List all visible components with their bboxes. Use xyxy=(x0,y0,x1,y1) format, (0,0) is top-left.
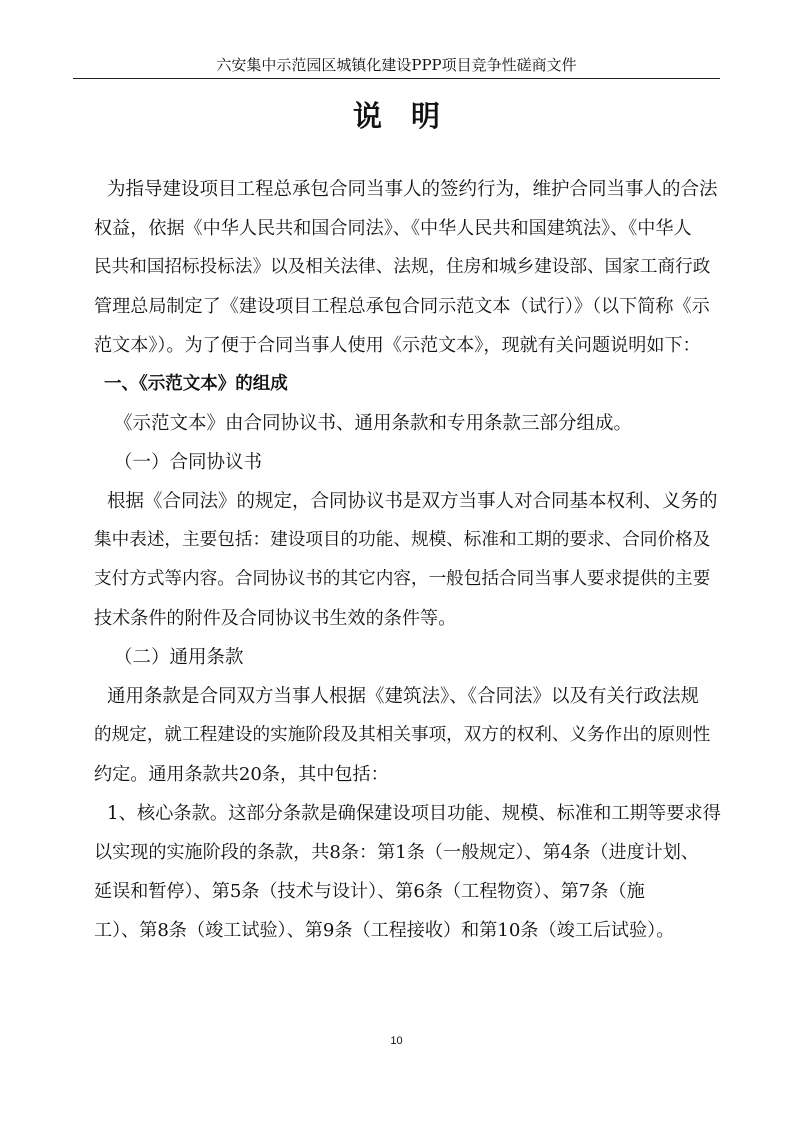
paragraph-line: 的规定，就工程建设的实施阶段及其相关事项，双方的权利、义务作出的原则性 xyxy=(94,725,711,745)
paragraph-line: 延误和暂停）、第5条（技术与设计）、第6条（工程物资）、第7条（施 xyxy=(94,881,645,902)
page-title: 说明 xyxy=(352,99,469,133)
paragraph-line: 1、核心条款。这部分条款是确保建设项目功能、规模、标准和工期等要求得 xyxy=(107,803,721,824)
paragraph-line: 技术条件的附件及合同协议书生效的条件等。 xyxy=(94,608,457,629)
page-number: 10 xyxy=(390,1035,403,1047)
paragraph-line: 工）、第8条（竣工试验）、第9条（工程接收）和第10条（竣工后试验）。 xyxy=(94,920,675,941)
subsection-heading: （一）合同协议书 xyxy=(114,452,263,473)
paragraph-line: 为指导建设项目工程总承包合同当事人的签约行为，维护合同当事人的合法 xyxy=(107,179,718,200)
paragraph-line: 通用条款是合同双方当事人根据《建筑法》、《合同法》以及有关行政法规 xyxy=(107,686,700,707)
header-divider xyxy=(73,78,720,79)
document-body xyxy=(94,170,724,950)
paragraph-line: 支付方式等内容。合同协议书的其它内容，一般包括合同当事人要求提供的主要 xyxy=(94,569,711,589)
paragraph-line: 民共和国招标投标法》以及相关法律、法规，住房和城乡建设部、国家工商行政 xyxy=(94,257,711,277)
paragraph-line: 约定。通用条款共20条，其中包括： xyxy=(94,764,389,785)
section-heading: 一、《示范文本》的组成 xyxy=(104,374,288,394)
paragraph-line: 管理总局制定了《建设项目工程总承包合同示范文本（试行）》（以下简称《示 xyxy=(94,296,710,317)
paragraph-line: 以实现的实施阶段的条款，共8条：第1条（一般规定）、第4条（进度计划、 xyxy=(94,842,700,863)
paragraph-line: 权益，依据《中华人民共和国合同法》、《中华人民共和国建筑法》、《中华人 xyxy=(94,218,692,239)
paragraph-line: 集中表述，主要包括：建设项目的功能、规模、标准和工期的要求、合同价格及 xyxy=(94,530,711,550)
paragraph-line: 根据《合同法》的规定，合同协议书是双方当事人对合同基本权利、义务的 xyxy=(107,491,718,512)
paragraph-line: 范文本》）。为了便于合同当事人使用《示范文本》，现就有关问题说明如下： xyxy=(94,335,701,356)
paragraph-line: 《示范文本》由合同协议书、通用条款和专用条款三部分组成。 xyxy=(114,413,633,434)
running-header: 六安集中示范园区城镇化建设PPP项目竞争性磋商文件 xyxy=(216,56,577,74)
subsection-heading: （二）通用条款 xyxy=(114,647,244,668)
